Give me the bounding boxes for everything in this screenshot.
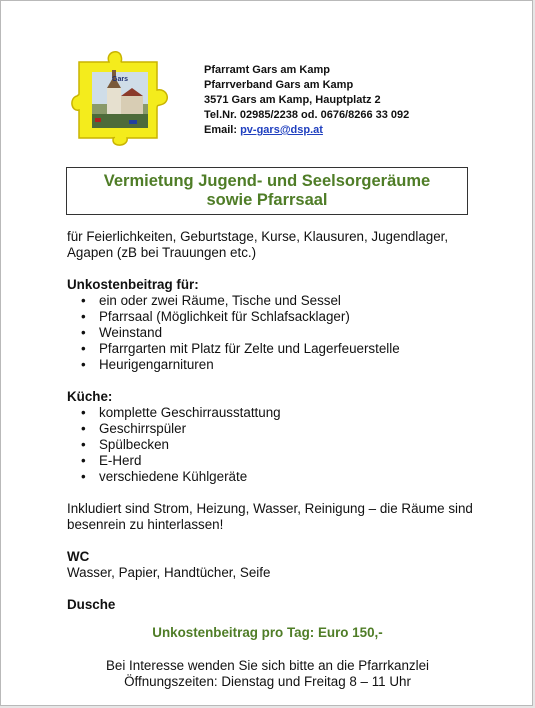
list-item: • Heurigengarnituren xyxy=(67,357,487,373)
parish-puzzle-logo xyxy=(71,48,173,146)
inkludiert-line-2: besenrein zu hinterlassen! xyxy=(67,517,224,532)
list-item: • ein oder zwei Räume, Tische und Sessel xyxy=(67,293,487,309)
unkosten-list xyxy=(67,293,487,373)
list-item: • Spülbecken xyxy=(67,437,487,453)
intro-line-2: Agapen (zB bei Trauungen etc.) xyxy=(67,245,257,260)
list-item: • E-Herd xyxy=(67,453,487,469)
wc-text: Wasser, Papier, Handtücher, Seife xyxy=(67,565,271,580)
title-box xyxy=(66,167,468,215)
kueche-heading: Küche: xyxy=(67,389,113,404)
contact-block xyxy=(204,63,409,138)
wc-heading: WC xyxy=(67,549,90,564)
list-item: • Pfarrgarten mit Platz für Zelte und Lagerfeuerstelle xyxy=(67,341,487,357)
title-line-2: sowie Pfarrsaal xyxy=(206,191,328,209)
logo-label: Gars xyxy=(112,76,128,83)
footer xyxy=(1,658,533,690)
footer-line-1: Bei Interesse wenden Sie sich bitte an die Pfarrkanzlei xyxy=(105,658,430,673)
contact-line-email xyxy=(204,123,409,138)
list-item: • Geschirrspüler xyxy=(67,421,487,437)
list-item: • Pfarrsaal (Möglichkeit für Schlafsacklager) xyxy=(67,309,487,325)
footer-line-2: Öffnungszeiten: Dienstag und Freitag 8 – 11 Uhr xyxy=(124,674,411,689)
list-item: • verschiedene Kühlgeräte xyxy=(67,469,487,485)
contact-line-office: Pfarramt Gars am Kamp xyxy=(204,64,330,76)
body-text xyxy=(67,229,487,613)
dusche-heading: Dusche xyxy=(67,597,116,612)
contact-line-association: Pfarrverband Gars am Kamp xyxy=(204,79,354,91)
kueche-list xyxy=(67,405,487,485)
inkludiert-line-1: Inkludiert sind Strom, Heizung, Wasser, Reinigung – die Räume sind xyxy=(67,501,473,516)
title-line-1: Vermietung Jugend- und Seelsorgeräume xyxy=(103,172,431,190)
contact-line-address: 3571 Gars am Kamp, Hauptplatz 2 xyxy=(204,94,381,106)
unkosten-heading: Unkostenbeitrag für: xyxy=(67,277,199,292)
price-line: Unkostenbeitrag pro Tag: Euro 150,- xyxy=(152,625,383,640)
list-item: • Weinstand xyxy=(67,325,487,341)
email-link[interactable]: pv-gars@dsp.at xyxy=(240,124,323,136)
list-item: • komplette Geschirrausstattung xyxy=(67,405,487,421)
contact-line-phone: Tel.Nr. 02985/2238 od. 0676/8266 33 092 xyxy=(204,109,410,121)
email-label: Email: xyxy=(204,124,238,136)
intro-line-1: für Feierlichkeiten, Geburtstage, Kurse, Klausuren, Jugendlager, xyxy=(67,229,449,244)
